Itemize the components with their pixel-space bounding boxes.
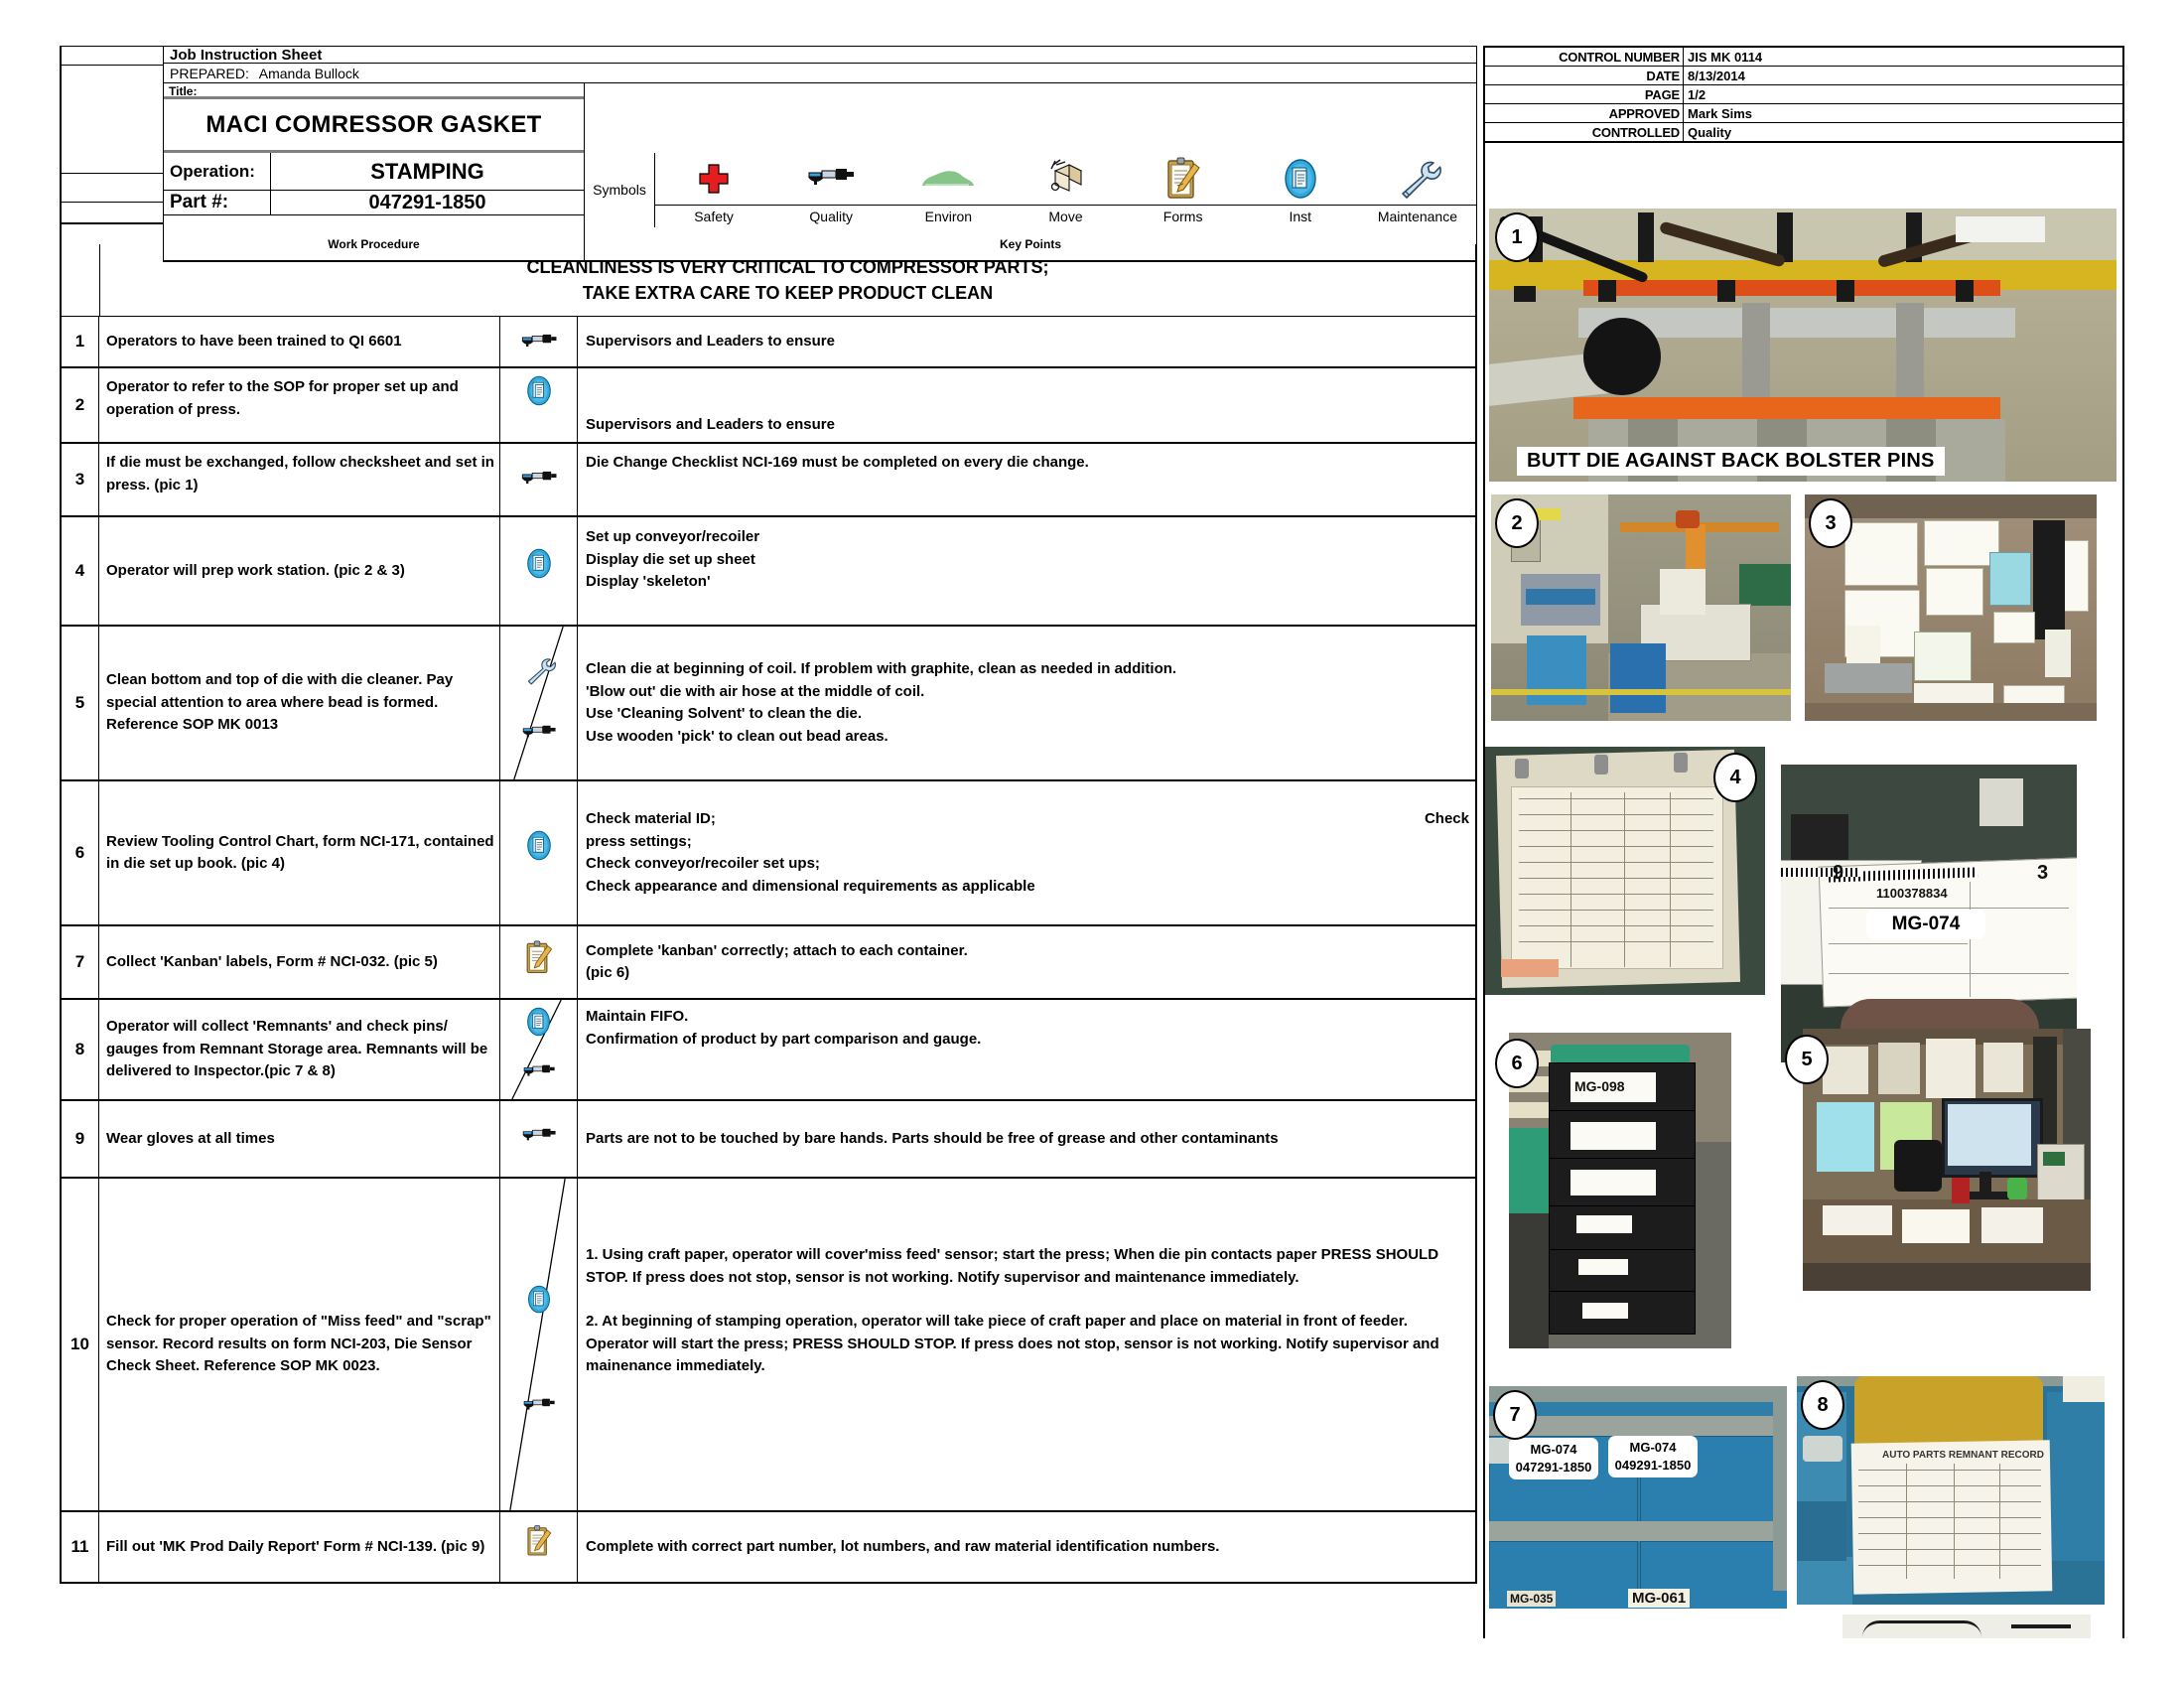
micrometer-icon [520, 468, 558, 491]
part-title-value: MACI COMRESSOR GASKET [205, 110, 542, 138]
step-icon-cell [500, 781, 578, 924]
step-number: 3 [62, 444, 99, 515]
photo-1-caption: BUTT DIE AGAINST BACK BOLSTER PINS [1517, 447, 1945, 476]
photo-callout-5 [1785, 1035, 1829, 1084]
photo-5-part-code: MG-074 [1891, 914, 1961, 934]
photo-callout-1 [1495, 212, 1539, 262]
photo-7-bin-code-4: MG-061 [1628, 1589, 1690, 1608]
control-number-value: JIS MK 0114 [1683, 48, 2122, 66]
step-number: 5 [62, 627, 99, 779]
step-icon-cell [500, 1101, 578, 1177]
micrometer-icon [772, 164, 889, 194]
photo-callout-number: 5 [1801, 1048, 1813, 1070]
step-number: 9 [62, 1101, 99, 1177]
approved-value: Mark Sims [1683, 104, 2122, 122]
control-row-page [1485, 85, 2122, 104]
step-work-procedure: Review Tooling Control Chart, form NCI-171, contained in die set up book. (pic 4) [99, 781, 500, 924]
key-point-line: 2. At beginning of stamping operation, operator will take piece of craft paper and place on material in front of feeder. Operator will start the press; PRESS SHOULD STOP. If press does not stop, sensor is not working. Notify supervisor and mainenance immediately. [586, 1313, 1439, 1375]
control-row-controlled [1485, 123, 2122, 143]
key-point-line: Display 'skeleton' [586, 573, 711, 591]
table-row [62, 1000, 1475, 1101]
clipboard-pencil-icon [524, 939, 554, 976]
symbol-name-forms: Forms [1162, 209, 1203, 224]
symbol-name-environ: Environ [924, 209, 973, 224]
photo-callout-7 [1493, 1390, 1537, 1440]
blue-document-icon [524, 829, 554, 862]
symbol-name-quality: Quality [809, 209, 853, 224]
step-key-points [578, 627, 1475, 779]
step-key-points [578, 1000, 1475, 1099]
title-label-row [164, 83, 584, 99]
operation-label: Operation: [170, 161, 255, 181]
control-number-label: CONTROL NUMBER [1559, 49, 1680, 65]
key-point-line: (pic 6) [586, 964, 630, 982]
date-value: 8/13/2014 [1683, 67, 2122, 84]
divider-diagonal [500, 627, 577, 779]
photo-5-barcode-number: 1100378834 [1876, 886, 1948, 901]
key-point-line: Display die set up sheet [586, 550, 755, 568]
step-icon-cell [500, 444, 578, 515]
photo-callout-number: 8 [1817, 1393, 1829, 1416]
photo-callout-6 [1495, 1039, 1539, 1088]
photo-1 [1489, 209, 2116, 482]
key-point-line: 'Blow out' die with air hose at the middle of coil. [586, 682, 925, 700]
step-icon-cell [500, 317, 578, 366]
blue-document-icon [525, 1284, 553, 1315]
step-key-points: Complete with correct part number, lot numbers, and raw material identification numbers. [586, 1537, 1220, 1555]
step-number: 7 [62, 926, 99, 998]
photo-5-qty-left: 9 [1833, 862, 1844, 884]
step-number: 8 [62, 1000, 99, 1099]
table-row [62, 1101, 1475, 1179]
operation-value: STAMPING [370, 158, 484, 184]
step-work-procedure: Operator to refer to the SOP for proper set up and operation of press. [99, 368, 500, 442]
step-work-procedure: Collect 'Kanban' labels, Form # NCI-032. (pic 5) [99, 926, 500, 998]
blue-document-icon [524, 547, 554, 580]
photo-6 [1509, 1033, 1731, 1348]
part-number-label: Part #: [170, 192, 229, 212]
photo-7-bin-label-2 [1608, 1436, 1698, 1477]
clipboard-pencil-icon [525, 1524, 553, 1558]
micrometer-icon [522, 1061, 556, 1082]
symbol-name-maintenance: Maintenance [1377, 209, 1457, 224]
wrench-icon [522, 656, 556, 685]
photo-callout-number: 4 [1729, 766, 1741, 788]
step-number: 10 [62, 1179, 99, 1510]
blue-document-icon [524, 1006, 553, 1038]
banner-line-1: CLEANLINESS IS VERY CRITICAL TO COMPRESSOR PARTS; [526, 257, 1049, 277]
key-point-line: Check conveyor/recoiler set ups; [586, 855, 820, 873]
photo-callout-4 [1713, 753, 1757, 802]
photo-callout-number: 7 [1509, 1403, 1521, 1426]
photo-7-bin-part-2: 049291-1850 [1614, 1458, 1692, 1473]
key-point-line: Clean die at beginning of coil. If problem with graphite, clean as needed in addition. [586, 660, 1177, 678]
photo-7-bin-part-1: 047291-1850 [1515, 1460, 1592, 1475]
title-label: Title: [169, 84, 198, 98]
key-point-line: Set up conveyor/recoiler [586, 528, 760, 546]
micrometer-icon [522, 1395, 556, 1416]
step-key-points: Supervisors and Leaders to ensure [586, 332, 835, 350]
micrometer-icon [521, 722, 557, 744]
step-work-procedure: Operators to have been trained to QI 6601 [99, 317, 500, 366]
symbol-name-move: Move [1048, 209, 1083, 224]
green-car-icon [889, 165, 1007, 193]
part-number-value: 047291-1850 [368, 191, 486, 213]
blue-document-icon [524, 374, 554, 407]
key-point-line: Maintain FIFO. [586, 1008, 689, 1026]
step-number: 2 [62, 368, 99, 442]
table-row [62, 926, 1475, 1000]
step-work-procedure: Wear gloves at all times [99, 1101, 500, 1177]
prepared-label: PREPARED: [170, 65, 249, 81]
photo-6-bin-label: MG-098 [1574, 1078, 1625, 1094]
cleanliness-banner [62, 244, 1475, 317]
header-block [60, 46, 1477, 262]
controlled-value: Quality [1683, 123, 2122, 141]
photo-9-partial [1843, 1615, 2091, 1638]
control-row-date [1485, 67, 2122, 85]
work-procedure-header: Work Procedure [328, 237, 420, 251]
photo-7-bin-label-1 [1509, 1438, 1598, 1479]
table-row [62, 1512, 1475, 1582]
photo-panel [1483, 209, 2124, 1638]
key-points-header: Key Points [999, 237, 1061, 251]
photo-7-bin-code-2: MG-074 [1629, 1440, 1677, 1456]
photo-callout-3 [1809, 498, 1852, 548]
symbol-name-inst: Inst [1289, 209, 1312, 224]
step-work-procedure: Clean bottom and top of die with die cleaner. Pay special attention to area where bead is formed. Reference SOP MK 0013 [99, 627, 500, 779]
key-point-line: press settings; [586, 832, 692, 850]
step-number: 1 [62, 317, 99, 366]
step-number: 4 [62, 517, 99, 625]
control-row-control-number [1485, 46, 2122, 67]
photo-callout-number: 6 [1511, 1052, 1523, 1074]
table-row [62, 627, 1475, 781]
key-point-line-right: Check [1424, 810, 1469, 828]
step-icon-cell [500, 1179, 578, 1510]
step-key-points: Supervisors and Leaders to ensure [586, 415, 835, 433]
step-work-procedure: If die must be exchanged, follow checksheet and set in press. (pic 1) [99, 444, 500, 515]
step-icon-cell [500, 627, 578, 779]
step-key-points: Die Change Checklist NCI-169 must be completed on every die change. [586, 454, 1089, 472]
table-row [62, 317, 1475, 368]
key-point-line: Confirmation of product by part comparison and gauge. [586, 1030, 982, 1048]
photo-callout-8 [1801, 1380, 1844, 1430]
move-box-icon [1007, 157, 1124, 201]
symbol-name-safety: Safety [694, 209, 734, 224]
photo-5-qty-right: 3 [2037, 862, 2049, 884]
header-left-spacer [60, 46, 163, 262]
step-icon-cell [500, 517, 578, 625]
photo-desk [1803, 1029, 2091, 1291]
wrench-icon [1359, 159, 1476, 199]
divider-diagonal [500, 1179, 577, 1510]
clipboard-pencil-icon [1125, 156, 1242, 202]
step-key-points [578, 781, 1475, 924]
step-work-procedure: Check for proper operation of "Miss feed" and "scrap" sensor. Record results on form NCI-203, Die Sensor Check Sheet. Reference SOP MK 0023. [99, 1179, 500, 1510]
photo-callout-2 [1495, 498, 1539, 548]
table-row [62, 781, 1475, 926]
red-cross-icon [655, 162, 772, 196]
photo-callout-number: 3 [1825, 511, 1837, 534]
step-number: 11 [62, 1512, 99, 1582]
micrometer-icon [521, 1125, 557, 1147]
date-label: DATE [1646, 68, 1680, 83]
symbols-name-row [654, 206, 1476, 227]
procedure-table [60, 244, 1477, 1584]
key-point-line: Complete 'kanban' correctly; attach to each container. [586, 941, 968, 959]
key-point-line: Check appearance and dimensional requirements as applicable [586, 877, 1035, 895]
step-key-points: Parts are not to be touched by bare hands. Parts should be free of grease and other contaminants [586, 1129, 1279, 1147]
step-icon-cell [500, 1000, 578, 1099]
approved-label: APPROVED [1608, 105, 1680, 121]
step-icon-cell [500, 1512, 578, 1582]
header-main [163, 46, 1477, 262]
page-value: 1/2 [1683, 85, 2122, 103]
photo-5-part-label [1866, 910, 1985, 939]
prepared-by-line [164, 64, 359, 83]
control-row-approved [1485, 104, 2122, 123]
blue-document-icon [1242, 157, 1359, 201]
step-work-procedure: Operator will prep work station. (pic 2 & 3) [99, 517, 500, 625]
photo-callout-number: 2 [1511, 511, 1523, 534]
controlled-label: CONTROLLED [1591, 124, 1680, 140]
step-key-points [578, 926, 1475, 998]
symbols-label: Symbols [593, 182, 646, 198]
micrometer-icon [520, 331, 558, 353]
step-icon-cell [500, 368, 578, 442]
prepared-value: Amanda Bullock [258, 65, 359, 81]
key-point-line: Use wooden 'pick' to clean out bead areas. [586, 727, 888, 745]
control-block [1483, 46, 2124, 230]
table-row [62, 368, 1475, 444]
photo-8-form-title: AUTO PARTS REMNANT RECORD [1882, 1450, 2044, 1461]
key-point-line: Use 'Cleaning Solvent' to clean the die. [586, 705, 863, 723]
step-key-points [578, 517, 1475, 625]
step-work-procedure: Operator will collect 'Remnants' and check pins/ gauges from Remnant Storage area. Remnants will be delivered to Inspector.(pic 7 & 8) [99, 1000, 500, 1099]
photo-callout-number: 1 [1511, 225, 1523, 248]
table-row [62, 444, 1475, 517]
table-row [62, 1179, 1475, 1512]
step-key-points [578, 1179, 1475, 1510]
photo-7-bin-code-1: MG-074 [1530, 1442, 1577, 1458]
symbols-icon-row [654, 153, 1476, 206]
step-work-procedure: Fill out 'MK Prod Daily Report' Form # NCI-139. (pic 9) [99, 1512, 500, 1582]
doc-type-label: Job Instruction Sheet [170, 46, 323, 64]
photo-7-bin-code-3: MG-035 [1507, 1591, 1556, 1607]
table-row [62, 517, 1475, 627]
photo-5 [1781, 765, 2077, 1062]
step-number: 6 [62, 781, 99, 924]
key-point-line: Check material ID; [586, 810, 716, 828]
page-label: PAGE [1644, 86, 1680, 102]
step-icon-cell [500, 926, 578, 998]
key-point-line: 1. Using craft paper, operator will cover'miss feed' sensor; start the press; When die pin contacts paper PRESS SHOULD STOP. If press does not stop, sensor is not working. Notify supervisor and maintenance immediately. [586, 1246, 1439, 1286]
banner-line-2: TAKE EXTRA CARE TO KEEP PRODUCT CLEAN [582, 283, 994, 304]
